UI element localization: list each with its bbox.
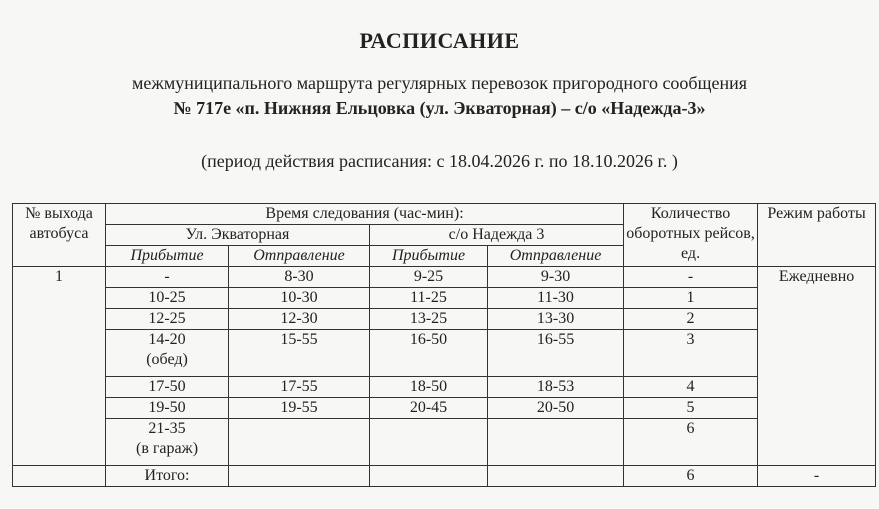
arrival-time: 17-50 (148, 378, 186, 395)
mode-cell: Ежедневно (758, 267, 876, 466)
stop-b-departure-cell: 18-53 (488, 377, 624, 398)
arrival-time: - (164, 268, 170, 285)
header-stop-a-arrival: Прибытие (106, 246, 229, 267)
table-row (13, 309, 876, 330)
total-empty-cell (370, 466, 488, 487)
table-row (13, 330, 876, 377)
stop-b-departure-cell: 16-55 (488, 330, 624, 377)
arrival-note: (обед) (146, 351, 188, 368)
header-stop-a-departure: Отправление (229, 246, 370, 267)
table-row (13, 398, 876, 419)
stop-a-departure-cell: 10-30 (229, 288, 370, 309)
stop-a-arrival-cell (106, 377, 229, 398)
arrival-time: 14-20 (148, 331, 186, 348)
document-title: РАСПИСАНИЕ (359, 28, 520, 53)
stop-b-arrival-cell: 13-25 (370, 309, 488, 330)
total-empty-cell (488, 466, 624, 487)
header-bus-number: № выхода автобуса (13, 204, 106, 267)
stop-b-arrival-cell: 20-45 (370, 398, 488, 419)
trips-count-cell: 2 (624, 309, 758, 330)
stop-a-departure-cell (229, 419, 370, 466)
stop-a-arrival-cell (106, 419, 229, 466)
trips-count-cell: 6 (624, 419, 758, 466)
stop-b-arrival-cell: 18-50 (370, 377, 488, 398)
stop-a-arrival-cell (106, 398, 229, 419)
table-row (13, 377, 876, 398)
arrival-time: 12-25 (148, 310, 186, 327)
stop-b-departure-cell: 20-50 (488, 398, 624, 419)
arrival-time: 21-35 (148, 420, 186, 437)
table-row (13, 419, 876, 466)
stop-b-departure-cell: 9-30 (488, 267, 624, 288)
total-empty-cell (13, 466, 106, 487)
header-travel-time: Время следования (час-мин): (106, 204, 624, 225)
header-stop-b-arrival: Прибытие (370, 246, 488, 267)
stop-a-departure-cell: 8-30 (229, 267, 370, 288)
header-stop-b-departure: Отправление (488, 246, 624, 267)
table-row (13, 288, 876, 309)
stop-b-departure-cell (488, 419, 624, 466)
validity-period: (период действия расписания: с 18.04.2026 г. по 18.10.2026 г. ) (201, 151, 678, 171)
trips-count-cell: 3 (624, 330, 758, 377)
header-mode: Режим работы (758, 204, 876, 267)
stop-a-departure-cell: 17-55 (229, 377, 370, 398)
trips-count-cell: 5 (624, 398, 758, 419)
header-stop-b: с/о Надежда 3 (370, 225, 624, 246)
stop-b-departure-cell: 11-30 (488, 288, 624, 309)
stop-b-arrival-cell: 11-25 (370, 288, 488, 309)
stop-a-arrival-cell (106, 288, 229, 309)
route-name: № 717е «п. Нижняя Ельцовка (ул. Экваторная) – с/о «Надежда-3» (173, 98, 706, 118)
stop-a-departure-cell: 15-55 (229, 330, 370, 377)
document-subtitle: межмуниципального маршрута регулярных перевозок пригородного сообщения (132, 73, 747, 93)
header-trips-count: Количество оборотных рейсов, ед. (624, 204, 758, 267)
arrival-time: 10-25 (148, 289, 186, 306)
total-mode: - (758, 466, 876, 487)
total-count: 6 (624, 466, 758, 487)
schedule-table (12, 203, 876, 487)
stop-b-arrival-cell: 9-25 (370, 267, 488, 288)
stop-b-arrival-cell: 16-50 (370, 330, 488, 377)
total-empty-cell (229, 466, 370, 487)
arrival-note: (в гараж) (135, 440, 199, 457)
trips-count-cell: 1 (624, 288, 758, 309)
trips-count-cell: 4 (624, 377, 758, 398)
trips-count-cell: - (624, 267, 758, 288)
arrival-time: 19-50 (148, 399, 186, 416)
total-row (13, 466, 876, 487)
stop-b-departure-cell: 13-30 (488, 309, 624, 330)
stop-a-arrival-cell (106, 267, 229, 288)
stop-b-arrival-cell (370, 419, 488, 466)
header-stop-a: Ул. Экваторная (106, 225, 370, 246)
stop-a-departure-cell: 19-55 (229, 398, 370, 419)
total-label: Итого: (106, 466, 229, 487)
bus-number-cell: 1 (13, 267, 106, 466)
stop-a-arrival-cell (106, 330, 229, 377)
table-row (13, 267, 876, 288)
stop-a-arrival-cell (106, 309, 229, 330)
stop-a-departure-cell: 12-30 (229, 309, 370, 330)
